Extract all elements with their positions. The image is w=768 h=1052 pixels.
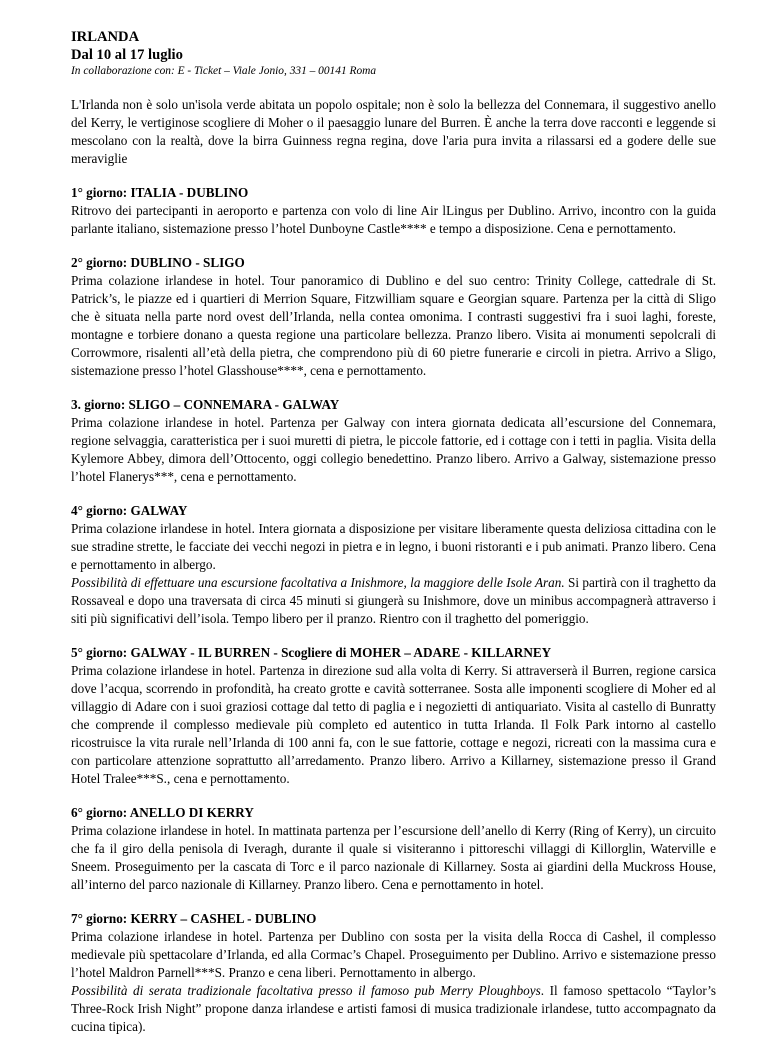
optional-evening-label: Possibilità di serata tradizionale facoltativa presso il famoso pub Merry Ploughboys — [71, 983, 541, 998]
day-text: Prima colazione irlandese in hotel. In mattinata partenza per l’escursione dell’anello di Kerry (Ring of Kerry), un circuito che fa il giro della penisola di Iveragh, durante il quale si visiteranno i pittoreschi villaggi di Killorglin, Waterville e Sneem. Proseguimento per la cascata di Torc e il parco nazionale di Killarney. Sosta ai giardini della Muckross House, all’interno del parco nazionale di Killarney. Pranzo libero. Cena e pernottamento in hotel. — [71, 823, 716, 892]
optional-excursion-label: Possibilità di effettuare una escursione facoltativa a Inishmore, la maggiore delle Isole Aran. — [71, 575, 565, 590]
trip-dates: Dal 10 al 17 luglio — [71, 47, 183, 63]
day-title: 7° giorno: KERRY – CASHEL - DUBLINO — [71, 911, 317, 926]
day-text: Prima colazione irlandese in hotel. Partenza per Dublino con sosta per la visita della Rocca di Cashel, il complesso medievale più spettacolare d’Irlanda, ed alla Cormac’s Chapel. Proseguimento per Dublino. Arrivo e sistemazione presso l’hotel Maldron Parnell***S. Pranzo e cena liberi. Pernottamento in albergo. — [71, 929, 716, 980]
day-text: Prima colazione irlandese in hotel. Partenza per Galway con intera giornata dedicata all’escursione del Connemara, regione selvaggia, caratteristica per i suoi muretti di pietra, le piccole fattorie, ed i cottage con i tetti in paglia. Visita della Kylemore Abbey, dimora dell’Ottocento, oggi collegio benedettino. Pranzo libero. Arrivo a Galway, sistemazione presso l’hotel Flanerys***, cena e pernottamento. — [71, 415, 716, 484]
document-page — [71, 28, 716, 1052]
intro-paragraph: L'Irlanda non è solo un'isola verde abitata un popolo ospitale; non è solo la bellezza del Connemara, il suggestivo anello del Kerry, le vertiginose scogliere di Moher o il paesaggio lunare del Burren. È anche la terra dove racconti e leggende si mescolano con la realtà, dove la birra Guinness regna regina, dove l'aria pura invita a rilassarsi ed a godere delle sue meraviglie — [71, 97, 716, 166]
day-7 — [71, 910, 716, 1036]
document-title: IRLANDA — [71, 29, 140, 45]
day-title: 5° giorno: GALWAY - IL BURREN - Scogliere di MOHER – ADARE - KILLARNEY — [71, 645, 552, 660]
day-1 — [71, 184, 716, 238]
day-5 — [71, 644, 716, 788]
optional-evening — [71, 982, 716, 1036]
day-text: Prima colazione irlandese in hotel. Intera giornata a disposizione per visitare liberamente questa deliziosa cittadina con le sue stradine strette, le facciate dei vecchi negozi in pietra e in legno, i buoni ristoranti e i pub animati. Pranzo libero. Cena e pernottamento in albergo. — [71, 521, 716, 572]
day-3 — [71, 396, 716, 486]
optional-excursion — [71, 574, 716, 628]
day-text: Ritrovo dei partecipanti in aeroporto e partenza con volo di line Air lLingus per Dublino. Arrivo, incontro con la guida parlante italiano, sistemazione presso l’hotel Dunboyne Castle**** e tempo a disposizione. Cena e pernottamento. — [71, 203, 716, 236]
day-title: 3. giorno: SLIGO – CONNEMARA - GALWAY — [71, 397, 340, 412]
day-2 — [71, 254, 716, 380]
day-4 — [71, 502, 716, 628]
optional-evening-text: . Il famoso spettacolo “Taylor’s Three-Rock Irish Night” propone danza irlandese e artisti famosi di musica tradizionale irlandese, tutto accompagnato da cucina tipica). — [71, 983, 716, 1034]
day-title: 1° giorno: ITALIA - DUBLINO — [71, 185, 249, 200]
day-6 — [71, 804, 716, 894]
optional-excursion-text: Si partirà con il traghetto da Rossaveal e dopo una traversata di circa 45 minuti si giungerà su Inishmore, dove un minibus accompagnerà attraverso i siti più significativi dell’isola. Tempo libero per il pranzo. Rientro con il traghetto del pomeriggio. — [71, 575, 716, 626]
day-text: Prima colazione irlandese in hotel. Partenza in direzione sud alla volta di Kerry. Si attraverserà il Burren, regione carsica dove l’acqua, scorrendo in profondità, ha creato grotte e cavità sotterranee. Sosta alle imponenti scogliere di Moher ed al villaggio di Adare con i suoi graziosi cottage dal tetto di paglia e i negozietti di antiquariato. Visita al castello di Bunratty che comprende il complesso medievale più completo ed autentico in tutta Irlanda. Il Folk Park intorno al castello ricostruisce la vita rurale nell’Irlanda di 100 anni fa, con le sue fattorie, cottage e negozi, ricreati con la massima cura e con particolare attenzione soprattutto all’arredamento. Pranzo libero. Arrivo a Killarney, sistemazione presso il Grand Hotel Tralee***S., cena e pernottamento. — [71, 663, 716, 786]
collaboration-note: In collaborazione con: E - Ticket – Viale Jonio, 331 – 00141 Roma — [71, 65, 377, 77]
day-title: 4° giorno: GALWAY — [71, 503, 188, 518]
day-title: 2° giorno: DUBLINO - SLIGO — [71, 255, 245, 270]
day-title: 6° giorno: ANELLO DI KERRY — [71, 805, 254, 820]
day-text: Prima colazione irlandese in hotel. Tour panoramico di Dublino e del suo centro: Trinity College, cattedrale di St. Patrick’s, le piazze ed i quartieri di Merrion Square, Fitzwilliam square e Georgian square. Partenza per la città di Sligo che è situata nella parte nord ovest dell’Irlanda, nella contea omonima. I contrasti suggestivi fra i suoi laghi, foreste, montagne e torbiere donano a questa regione una particolare bellezza. Pranzo libero. Visita ai monumenti sepolcrali di Corrowmore, risalenti all’età della pietra, che comprendono più di 60 pietre funerarie e circoli in pietra. Arrivo a Sligo, sistemazione presso l’hotel Glasshouse****, cena e pernottamento. — [71, 273, 716, 378]
